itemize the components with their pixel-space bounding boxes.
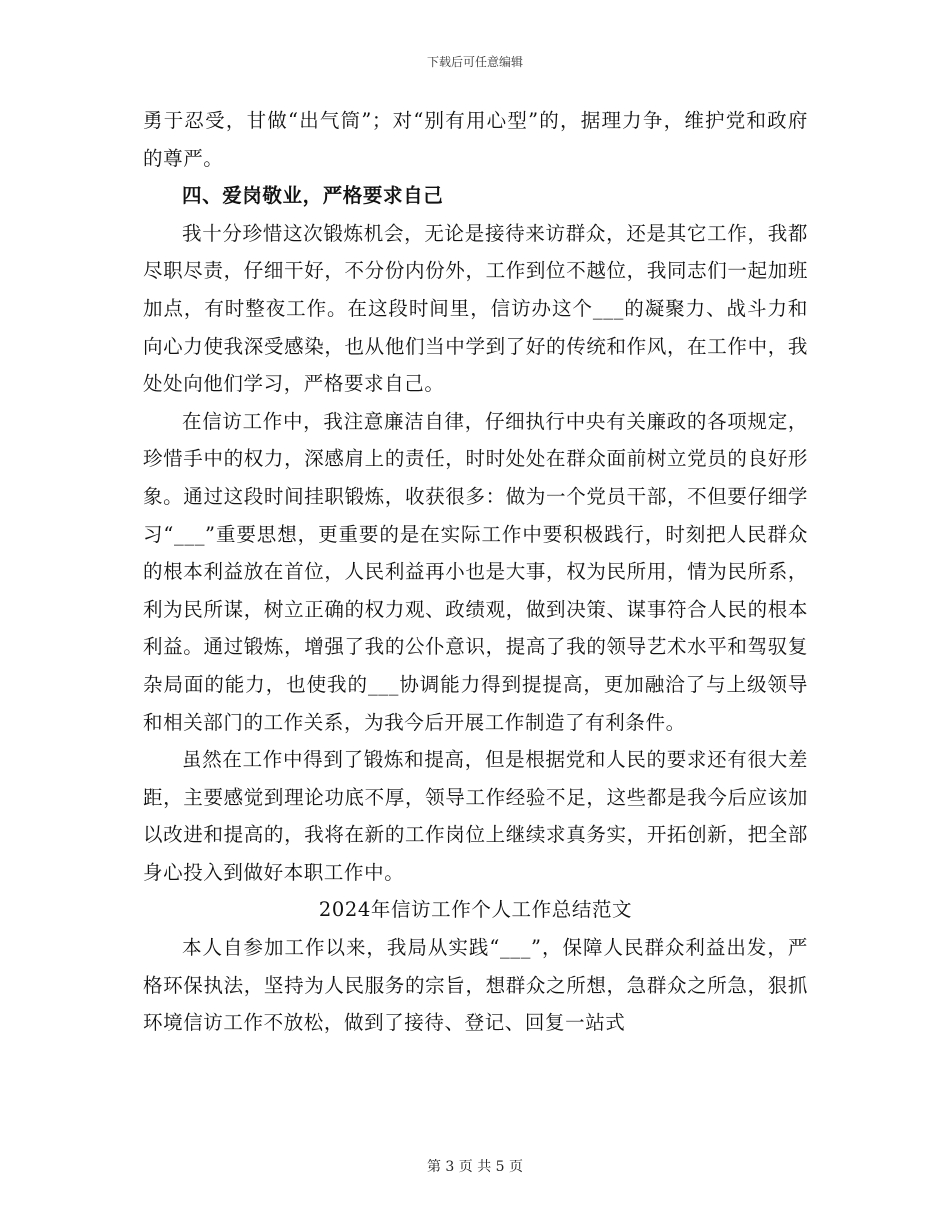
document-body xyxy=(143,102,808,1042)
paragraph: 在信访工作中，我注意廉洁自律，仔细执行中央有关廉政的各项规定，珍惜手中的权力，深感肩上的责任，时时处处在群众面前树立党员的良好形象。通过这段时间挂职锻炼，收获很多：做为一个党员干部，不但要仔细学习“___”重要思想，更重要的是在实际工作中要积极践行，时刻把人民群众的根本利益放在首位，人民利益再小也是大事，权为民所用，情为民所系，利为民所谋，树立正确的权力观、政绩观，做到决策、谋事符合人民的根本利益。通过锻炼，增强了我的公仆意识，提高了我的领导艺术水平和驾驭复杂局面的能力，也使我的___协调能力得到提提高，更加融洽了与上级领导和相关部门的工作关系，为我今后开展工作制造了有利条件。 xyxy=(143,409,808,734)
paragraph: 虽然在工作中得到了锻炼和提高，但是根据党和人民的要求还有很大差距，主要感觉到理论功底不厚，领导工作经验不足，这些都是我今后应该加以改进和提高的，我将在新的工作岗位上继续求真务实，开拓创新，把全部身心投入到做好本职工作中。 xyxy=(143,748,808,884)
paragraph-continuation: 勇于忍受，甘做“出气筒”；对“别有用心型”的，据理力争，维护党和政府的尊严。 xyxy=(143,109,808,170)
page-number: 第 3 页 共 5 页 xyxy=(426,1159,524,1175)
article-title: 2024年信访工作个人工作总结范文 xyxy=(318,898,633,922)
section-heading: 四、爱岗敬业，严格要求自己 xyxy=(182,184,444,208)
page-header: 下载后可任意编辑 xyxy=(426,55,523,69)
paragraph: 本人自参加工作以来，我局从实践“___”，保障人民群众利益出发，严格环保执法，坚持为人民服务的宗旨，想群众之所想，急群众之所急，狠抓环境信访工作不放松，做到了接待、登记、回复一站式 xyxy=(143,936,808,1035)
paragraph: 我十分珍惜这次锻炼机会，无论是接待来访群众，还是其它工作，我都尽职尽责，仔细干好，不分份内份外，工作到位不越位，我同志们一起加班加点，有时整夜工作。在这段时间里，信访办这个___的凝聚力、战斗力和向心力使我深受感染，也从他们当中学到了好的传统和作风，在工作中，我处处向他们学习，严格要求自己。 xyxy=(143,221,808,396)
